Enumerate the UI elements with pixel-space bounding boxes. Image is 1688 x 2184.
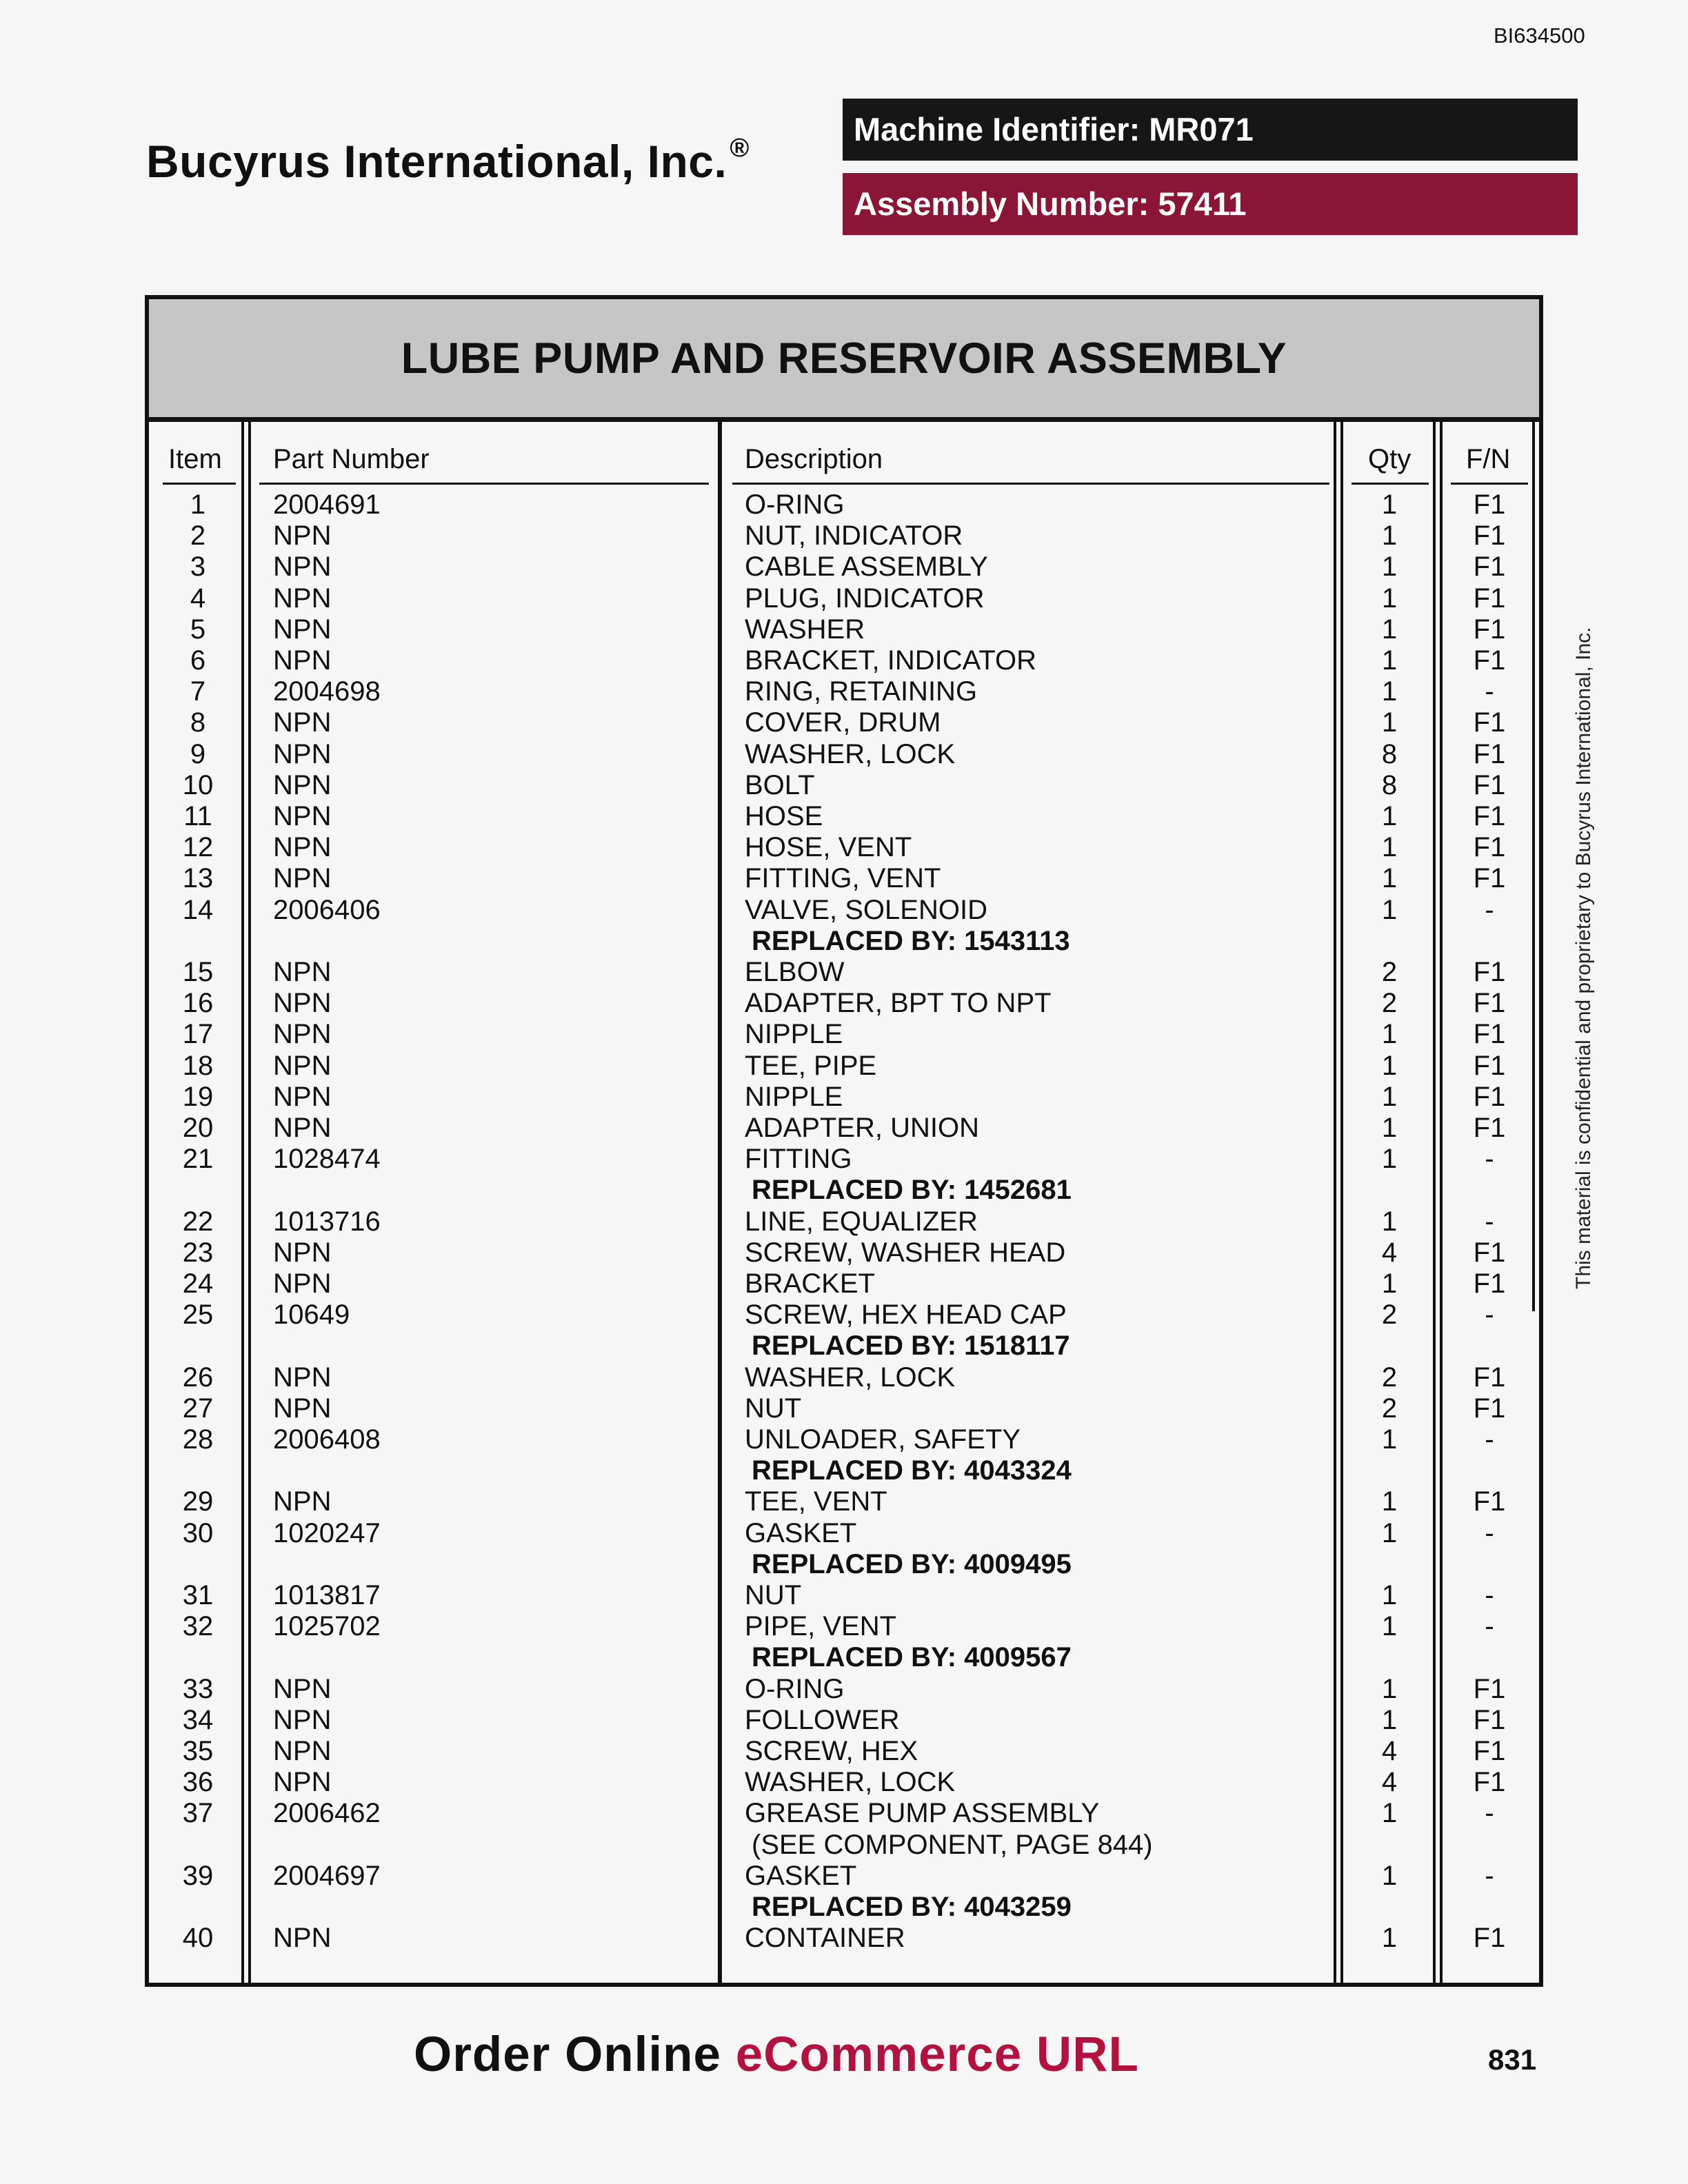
- item-cell: 5: [190, 614, 206, 645]
- table-row: [0, 1082, 1688, 1113]
- fn-cell: F1: [1473, 552, 1506, 583]
- description-cell: NUT: [745, 1393, 802, 1424]
- item-cell: 27: [182, 1393, 214, 1424]
- table-row: [0, 1051, 1688, 1082]
- item-cell: 3: [190, 552, 206, 583]
- table-row: [0, 1393, 1688, 1424]
- table-row: [0, 676, 1688, 707]
- description-cell: O-RING: [745, 1673, 845, 1704]
- component-reference-note: (SEE COMPONENT, PAGE 844): [752, 1829, 1153, 1860]
- qty-cell: 1: [1381, 552, 1398, 583]
- table-row: [0, 1206, 1688, 1237]
- fn-cell: -: [1485, 1860, 1494, 1891]
- description-cell: CABLE ASSEMBLY: [745, 552, 988, 583]
- company-name: [146, 135, 750, 188]
- qty-cell: 1: [1381, 1611, 1398, 1642]
- item-cell: 40: [182, 1923, 214, 1954]
- replaced-by-note: REPLACED BY: 4043324: [752, 1455, 1072, 1486]
- qty-cell: 1: [1381, 1206, 1398, 1237]
- confidentiality-notice: This material is confidential and proprietary to Bucyrus International, Inc.: [1572, 627, 1595, 1289]
- item-cell: 34: [182, 1704, 214, 1735]
- item-cell: 12: [182, 832, 214, 863]
- item-cell: 23: [182, 1237, 214, 1268]
- description-cell: FOLLOWER: [745, 1704, 900, 1735]
- description-cell: GASKET: [745, 1517, 857, 1548]
- fn-cell: -: [1485, 1424, 1494, 1455]
- description-cell: GASKET: [745, 1860, 857, 1891]
- column-header-part-number: Part Number: [273, 444, 430, 474]
- description-cell: O-RING: [745, 489, 845, 520]
- qty-cell: 1: [1381, 707, 1398, 738]
- qty-cell: 1: [1381, 489, 1398, 520]
- qty-cell: 1: [1381, 1424, 1398, 1455]
- part-number-cell: NPN: [273, 988, 332, 1019]
- table-row: [0, 988, 1688, 1019]
- description-cell: UNLOADER, SAFETY: [745, 1424, 1021, 1455]
- item-cell: 36: [182, 1767, 214, 1798]
- fn-cell: F1: [1473, 1081, 1506, 1112]
- fn-cell: F1: [1473, 1704, 1506, 1735]
- item-cell: 39: [182, 1860, 214, 1891]
- description-cell: NIPPLE: [745, 1081, 843, 1112]
- fn-cell: -: [1485, 1580, 1494, 1610]
- fn-cell: F1: [1473, 1237, 1506, 1268]
- item-cell: 17: [182, 1019, 214, 1050]
- qty-cell: 1: [1381, 583, 1398, 614]
- part-number-cell: NPN: [273, 1050, 332, 1081]
- qty-cell: 1: [1381, 1081, 1398, 1112]
- qty-cell: 1: [1381, 1113, 1398, 1143]
- column-header-item: Item: [168, 444, 222, 474]
- table-row: [0, 1674, 1688, 1705]
- qty-cell: 1: [1381, 1268, 1398, 1299]
- qty-cell: 1: [1381, 1704, 1398, 1735]
- fn-cell: -: [1485, 1144, 1494, 1175]
- description-cell: PIPE, VENT: [745, 1611, 897, 1642]
- order-online-text: Order Online: [414, 2028, 721, 2082]
- replaced-by-note: REPLACED BY: 4009567: [752, 1642, 1072, 1673]
- description-cell: BOLT: [745, 769, 815, 800]
- fn-cell: F1: [1473, 1673, 1506, 1704]
- description-cell: BRACKET: [745, 1268, 875, 1299]
- fn-cell: F1: [1473, 957, 1506, 987]
- part-number-cell: NPN: [273, 1113, 332, 1143]
- table-row: [0, 1767, 1688, 1798]
- qty-cell: 1: [1381, 1798, 1398, 1829]
- fn-cell: -: [1485, 1300, 1494, 1331]
- table-row: [0, 552, 1688, 583]
- fn-cell: F1: [1473, 801, 1506, 831]
- fn-cell: F1: [1473, 489, 1506, 520]
- table-row: [0, 1580, 1688, 1611]
- item-cell: 10: [182, 769, 214, 800]
- fn-cell: F1: [1473, 1923, 1506, 1954]
- replaced-by-note: REPLACED BY: 1518117: [752, 1331, 1070, 1362]
- description-cell: COVER, DRUM: [745, 707, 941, 738]
- header-underline: [1352, 483, 1429, 485]
- fn-cell: F1: [1473, 1113, 1506, 1143]
- table-row: [0, 832, 1688, 863]
- part-number-cell: NPN: [273, 1486, 332, 1517]
- table-row: [0, 1736, 1688, 1767]
- qty-cell: 2: [1381, 1300, 1398, 1331]
- item-cell: 6: [190, 645, 206, 676]
- table-row: [0, 1705, 1688, 1736]
- part-number-cell: NPN: [273, 707, 332, 738]
- part-number-cell: NPN: [273, 614, 332, 645]
- item-cell: 35: [182, 1736, 214, 1766]
- part-number-cell: 1028474: [273, 1144, 381, 1175]
- table-row: [0, 614, 1688, 645]
- qty-cell: 1: [1381, 676, 1398, 707]
- description-cell: HOSE: [745, 801, 823, 831]
- table-row: [0, 1798, 1688, 1829]
- description-cell: HOSE, VENT: [745, 832, 912, 863]
- fn-cell: -: [1485, 1611, 1494, 1642]
- fn-cell: F1: [1473, 614, 1506, 645]
- description-cell: ADAPTER, UNION: [745, 1113, 980, 1143]
- item-cell: 18: [182, 1050, 214, 1081]
- table-row: [0, 801, 1688, 832]
- qty-cell: 1: [1381, 863, 1398, 894]
- part-number-cell: NPN: [273, 832, 332, 863]
- item-cell: 21: [182, 1144, 214, 1175]
- fn-cell: F1: [1473, 1050, 1506, 1081]
- table-row: [0, 1611, 1688, 1642]
- item-cell: 11: [183, 801, 212, 831]
- qty-cell: 1: [1381, 1517, 1398, 1548]
- part-number-cell: NPN: [273, 552, 332, 583]
- qty-cell: 2: [1381, 988, 1398, 1019]
- table-row: [0, 863, 1688, 894]
- table-row-note: [0, 1455, 1688, 1486]
- page-number: 831: [1488, 2043, 1537, 2076]
- item-cell: 2: [190, 520, 206, 552]
- part-number-cell: 2006406: [273, 894, 381, 925]
- description-cell: LINE, EQUALIZER: [745, 1206, 978, 1237]
- part-number-cell: 2004698: [273, 676, 381, 707]
- qty-cell: 1: [1381, 1144, 1398, 1175]
- item-cell: 32: [182, 1611, 214, 1642]
- replaced-by-note: REPLACED BY: 4009495: [752, 1548, 1072, 1579]
- description-cell: TEE, VENT: [745, 1486, 887, 1517]
- qty-cell: 1: [1381, 1050, 1398, 1081]
- item-cell: 25: [182, 1300, 214, 1331]
- part-number-cell: 1013817: [273, 1580, 381, 1610]
- item-cell: 8: [190, 707, 206, 738]
- machine-identifier-bar: Machine Identifier: MR071: [843, 99, 1578, 161]
- header-underline: [732, 483, 1329, 485]
- part-number-cell: NPN: [273, 1704, 332, 1735]
- table-row: [0, 520, 1688, 552]
- fn-cell: F1: [1473, 1268, 1506, 1299]
- item-cell: 15: [182, 957, 214, 987]
- table-row: [0, 1486, 1688, 1517]
- fn-cell: F1: [1473, 1393, 1506, 1424]
- qty-cell: 1: [1381, 832, 1398, 863]
- description-cell: FITTING: [745, 1144, 852, 1175]
- table-row-note: [0, 1892, 1688, 1923]
- qty-cell: 1: [1381, 1860, 1398, 1891]
- description-cell: NUT: [745, 1580, 802, 1610]
- description-cell: GREASE PUMP ASSEMBLY: [745, 1798, 1100, 1829]
- table-row: [0, 770, 1688, 801]
- description-cell: CONTAINER: [745, 1923, 905, 1954]
- table-row: [0, 1518, 1688, 1549]
- item-cell: 7: [190, 676, 206, 707]
- table-row: [0, 739, 1688, 770]
- part-number-cell: NPN: [273, 1081, 332, 1112]
- item-cell: 26: [182, 1362, 214, 1393]
- qty-cell: 1: [1381, 1923, 1398, 1954]
- qty-cell: 2: [1381, 1393, 1398, 1424]
- fn-cell: F1: [1473, 583, 1506, 614]
- fn-cell: F1: [1473, 738, 1506, 769]
- item-cell: 30: [182, 1517, 214, 1548]
- table-row: [0, 1923, 1688, 1954]
- replaced-by-note: REPLACED BY: 4043259: [752, 1892, 1072, 1922]
- item-cell: 14: [182, 894, 214, 925]
- part-number-cell: 10649: [273, 1300, 350, 1331]
- column-header-qty: Qty: [1368, 444, 1411, 474]
- assembly-number-bar: Assembly Number: 57411: [843, 173, 1578, 235]
- item-cell: 24: [182, 1268, 214, 1299]
- header-underline: [1451, 483, 1528, 485]
- fn-cell: F1: [1473, 520, 1506, 552]
- item-cell: 16: [182, 988, 214, 1019]
- table-row: [0, 1144, 1688, 1175]
- fn-cell: F1: [1473, 769, 1506, 800]
- part-number-cell: NPN: [273, 1736, 332, 1766]
- qty-cell: 1: [1381, 614, 1398, 645]
- description-cell: ADAPTER, BPT TO NPT: [745, 988, 1052, 1019]
- description-cell: RING, RETAINING: [745, 676, 978, 707]
- table-row: [0, 1237, 1688, 1268]
- description-cell: WASHER: [745, 614, 865, 645]
- table-row: [0, 1019, 1688, 1050]
- part-number-cell: 2004697: [273, 1860, 381, 1891]
- fn-cell: F1: [1473, 863, 1506, 894]
- assembly-title: LUBE PUMP AND RESERVOIR ASSEMBLY: [401, 334, 1287, 383]
- part-number-cell: NPN: [273, 738, 332, 769]
- assembly-title-band: [145, 295, 1543, 422]
- qty-cell: 1: [1381, 801, 1398, 831]
- item-cell: 31: [182, 1580, 214, 1610]
- item-cell: 29: [182, 1486, 214, 1517]
- fn-cell: -: [1485, 676, 1494, 707]
- qty-cell: 4: [1381, 1767, 1398, 1798]
- description-cell: NIPPLE: [745, 1019, 843, 1050]
- part-number-cell: NPN: [273, 1237, 332, 1268]
- item-cell: 33: [182, 1673, 214, 1704]
- qty-cell: 2: [1381, 957, 1398, 987]
- description-cell: BRACKET, INDICATOR: [745, 645, 1037, 676]
- description-cell: SCREW, WASHER HEAD: [745, 1237, 1066, 1268]
- part-number-cell: NPN: [273, 1393, 332, 1424]
- part-number-cell: NPN: [273, 1673, 332, 1704]
- part-number-cell: NPN: [273, 1923, 332, 1954]
- fn-cell: F1: [1473, 1362, 1506, 1393]
- qty-cell: 1: [1381, 1580, 1398, 1610]
- order-online-link[interactable]: [414, 2027, 1139, 2083]
- fn-cell: F1: [1473, 1486, 1506, 1517]
- item-cell: 28: [182, 1424, 214, 1455]
- part-number-cell: NPN: [273, 801, 332, 831]
- table-row-note: [0, 1549, 1688, 1580]
- part-number-cell: 1013716: [273, 1206, 381, 1237]
- company-name-text: Bucyrus International, Inc.: [146, 136, 727, 187]
- qty-cell: 1: [1381, 894, 1398, 925]
- part-number-cell: NPN: [273, 645, 332, 676]
- part-number-cell: 2006462: [273, 1798, 381, 1829]
- table-row-note: [0, 1175, 1688, 1206]
- table-row: [0, 1300, 1688, 1331]
- item-cell: 37: [182, 1798, 214, 1829]
- description-cell: SCREW, HEX HEAD CAP: [745, 1300, 1067, 1331]
- description-cell: VALVE, SOLENOID: [745, 894, 987, 925]
- item-cell: 20: [182, 1113, 214, 1143]
- part-number-cell: NPN: [273, 1362, 332, 1393]
- table-row: [0, 957, 1688, 988]
- item-cell: 13: [182, 863, 214, 894]
- fn-cell: F1: [1473, 988, 1506, 1019]
- table-row: [0, 645, 1688, 676]
- description-cell: PLUG, INDICATOR: [745, 583, 985, 614]
- table-row: [0, 1268, 1688, 1300]
- table-row: [0, 489, 1688, 520]
- qty-cell: 4: [1381, 1237, 1398, 1268]
- fn-cell: -: [1485, 1798, 1494, 1829]
- registered-mark: ®: [730, 134, 750, 163]
- replaced-by-note: REPLACED BY: 1452681: [752, 1175, 1072, 1206]
- description-cell: FITTING, VENT: [745, 863, 941, 894]
- part-number-cell: 1025702: [273, 1611, 381, 1642]
- description-cell: SCREW, HEX: [745, 1736, 918, 1766]
- fn-cell: F1: [1473, 707, 1506, 738]
- qty-cell: 8: [1381, 738, 1398, 769]
- part-number-cell: 1020247: [273, 1517, 381, 1548]
- table-row: [0, 583, 1688, 614]
- description-cell: NUT, INDICATOR: [745, 520, 963, 552]
- part-number-cell: 2004691: [273, 489, 381, 520]
- table-row: [0, 895, 1688, 926]
- fn-cell: -: [1485, 1517, 1494, 1548]
- qty-cell: 2: [1381, 1362, 1398, 1393]
- qty-cell: 1: [1381, 645, 1398, 676]
- part-number-cell: NPN: [273, 957, 332, 987]
- fn-cell: -: [1485, 894, 1494, 925]
- part-number-cell: NPN: [273, 520, 332, 552]
- ecommerce-url-text: eCommerce URL: [735, 2028, 1139, 2082]
- table-row: [0, 707, 1688, 738]
- qty-cell: 8: [1381, 769, 1398, 800]
- fn-cell: F1: [1473, 1019, 1506, 1050]
- item-cell: 22: [182, 1206, 214, 1237]
- part-number-cell: NPN: [273, 1268, 332, 1299]
- table-row-note: [0, 926, 1688, 957]
- table-row: [0, 1113, 1688, 1144]
- fn-cell: F1: [1473, 645, 1506, 676]
- fn-cell: F1: [1473, 832, 1506, 863]
- item-cell: 9: [190, 738, 206, 769]
- part-number-cell: 2006408: [273, 1424, 381, 1455]
- column-header-fn: F/N: [1466, 444, 1511, 474]
- fn-cell: F1: [1473, 1767, 1506, 1798]
- column-header-description: Description: [745, 444, 883, 474]
- qty-cell: 1: [1381, 1486, 1398, 1517]
- description-cell: WASHER, LOCK: [745, 1767, 956, 1798]
- table-row: [0, 1424, 1688, 1455]
- item-cell: 4: [190, 583, 206, 614]
- part-number-cell: NPN: [273, 583, 332, 614]
- table-row: [0, 1362, 1688, 1393]
- table-row: [0, 1861, 1688, 1892]
- replaced-by-note: REPLACED BY: 1543113: [752, 925, 1070, 956]
- qty-cell: 1: [1381, 1673, 1398, 1704]
- description-cell: WASHER, LOCK: [745, 738, 956, 769]
- qty-cell: 1: [1381, 1019, 1398, 1050]
- qty-cell: 4: [1381, 1736, 1398, 1766]
- description-cell: TEE, PIPE: [745, 1050, 877, 1081]
- part-number-cell: NPN: [273, 1767, 332, 1798]
- description-cell: WASHER, LOCK: [745, 1362, 956, 1393]
- qty-cell: 1: [1381, 520, 1398, 552]
- header-underline: [163, 483, 236, 485]
- part-number-cell: NPN: [273, 863, 332, 894]
- fn-cell: -: [1485, 1206, 1494, 1237]
- header-underline: [259, 483, 709, 485]
- table-row-note: [0, 1830, 1688, 1861]
- document-id: BI634500: [1494, 23, 1585, 48]
- part-number-cell: NPN: [273, 769, 332, 800]
- table-row-note: [0, 1642, 1688, 1673]
- item-cell: 1: [190, 489, 206, 520]
- item-cell: 19: [182, 1081, 214, 1112]
- fn-cell: F1: [1473, 1736, 1506, 1766]
- description-cell: ELBOW: [745, 957, 845, 987]
- table-row-note: [0, 1331, 1688, 1362]
- part-number-cell: NPN: [273, 1019, 332, 1050]
